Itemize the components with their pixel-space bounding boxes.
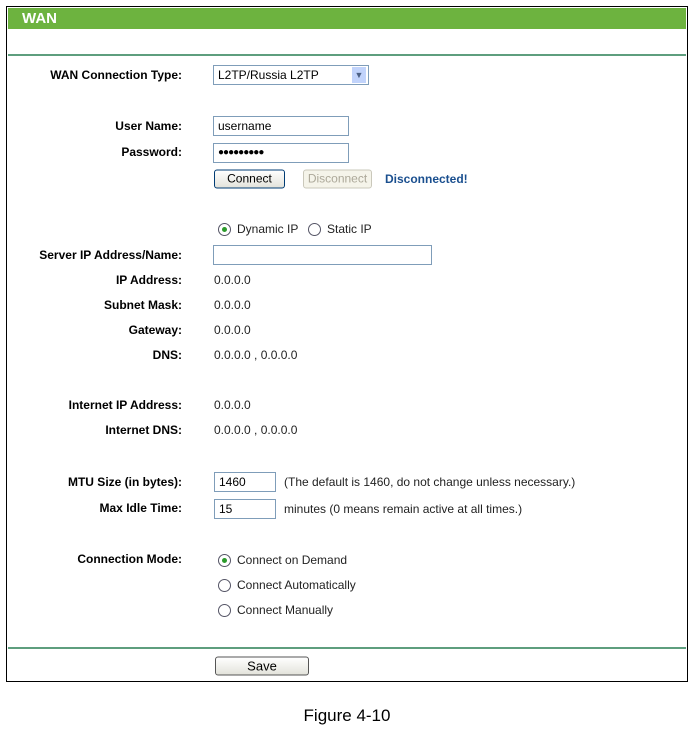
radio-connect-on-demand[interactable] — [218, 553, 347, 567]
subnet-mask-label: Subnet Mask: — [103, 298, 182, 312]
internet-ip-value: 0.0.0.0 — [214, 398, 251, 412]
internet-dns-label: Internet DNS: — [105, 423, 182, 437]
connect-button[interactable]: Connect — [214, 170, 285, 189]
radio-static-ip[interactable] — [308, 222, 372, 236]
internet-ip-label: Internet IP Address: — [68, 398, 182, 412]
disconnect-button[interactable]: Disconnect — [303, 170, 372, 189]
radio-icon — [218, 579, 231, 592]
save-button[interactable]: Save — [215, 657, 309, 676]
ip-address-value: 0.0.0.0 — [214, 273, 251, 287]
connection-mode-label: Connection Mode: — [77, 552, 182, 566]
wan-type-select[interactable] — [213, 65, 369, 85]
server-input[interactable] — [213, 245, 432, 265]
internet-dns-value: 0.0.0.0 , 0.0.0.0 — [214, 423, 298, 437]
subnet-mask-value: 0.0.0.0 — [214, 298, 251, 312]
password-input[interactable]: ●●●●●●●●● — [213, 143, 349, 163]
dns-label: DNS: — [152, 348, 182, 362]
radio-icon — [218, 604, 231, 617]
ip-address-label: IP Address: — [115, 273, 182, 287]
panel-title: WAN — [8, 8, 686, 29]
username-input[interactable]: username — [213, 116, 349, 136]
connection-status: Disconnected! — [385, 172, 468, 186]
radio-label: Connect Automatically — [237, 578, 356, 592]
idle-input[interactable]: 15 — [214, 499, 276, 519]
radio-icon — [308, 223, 321, 236]
mtu-note: (The default is 1460, do not change unless necessary.) — [284, 475, 576, 489]
radio-label: Connect on Demand — [237, 553, 348, 567]
radio-connect-automatically[interactable] — [218, 578, 356, 592]
mtu-label: MTU Size (in bytes): — [67, 475, 182, 489]
figure-caption: Figure 4-10 — [303, 706, 391, 725]
radio-label: Static IP — [327, 222, 372, 236]
wan-type-value: L2TP/Russia L2TP — [218, 68, 319, 82]
gateway-label: Gateway: — [128, 323, 182, 337]
radio-connect-manually[interactable] — [218, 603, 333, 617]
idle-note: minutes (0 means remain active at all times.) — [284, 502, 523, 516]
radio-dynamic-ip[interactable] — [218, 222, 298, 236]
wan-type-label: WAN Connection Type: — [50, 68, 182, 82]
dns-value: 0.0.0.0 , 0.0.0.0 — [214, 348, 298, 362]
server-label: Server IP Address/Name: — [39, 248, 182, 262]
radio-selected-icon — [218, 223, 231, 236]
divider — [8, 54, 686, 56]
radio-label: Dynamic IP — [237, 222, 299, 236]
chevron-down-icon[interactable]: ▼ — [352, 67, 366, 83]
mtu-input[interactable]: 1460 — [214, 472, 276, 492]
idle-label: Max Idle Time: — [99, 501, 182, 515]
gateway-value: 0.0.0.0 — [214, 323, 251, 337]
password-label: Password: — [121, 145, 182, 159]
radio-selected-icon — [218, 554, 231, 567]
divider — [8, 647, 686, 649]
username-label: User Name: — [115, 119, 182, 133]
radio-label: Connect Manually — [237, 603, 334, 617]
